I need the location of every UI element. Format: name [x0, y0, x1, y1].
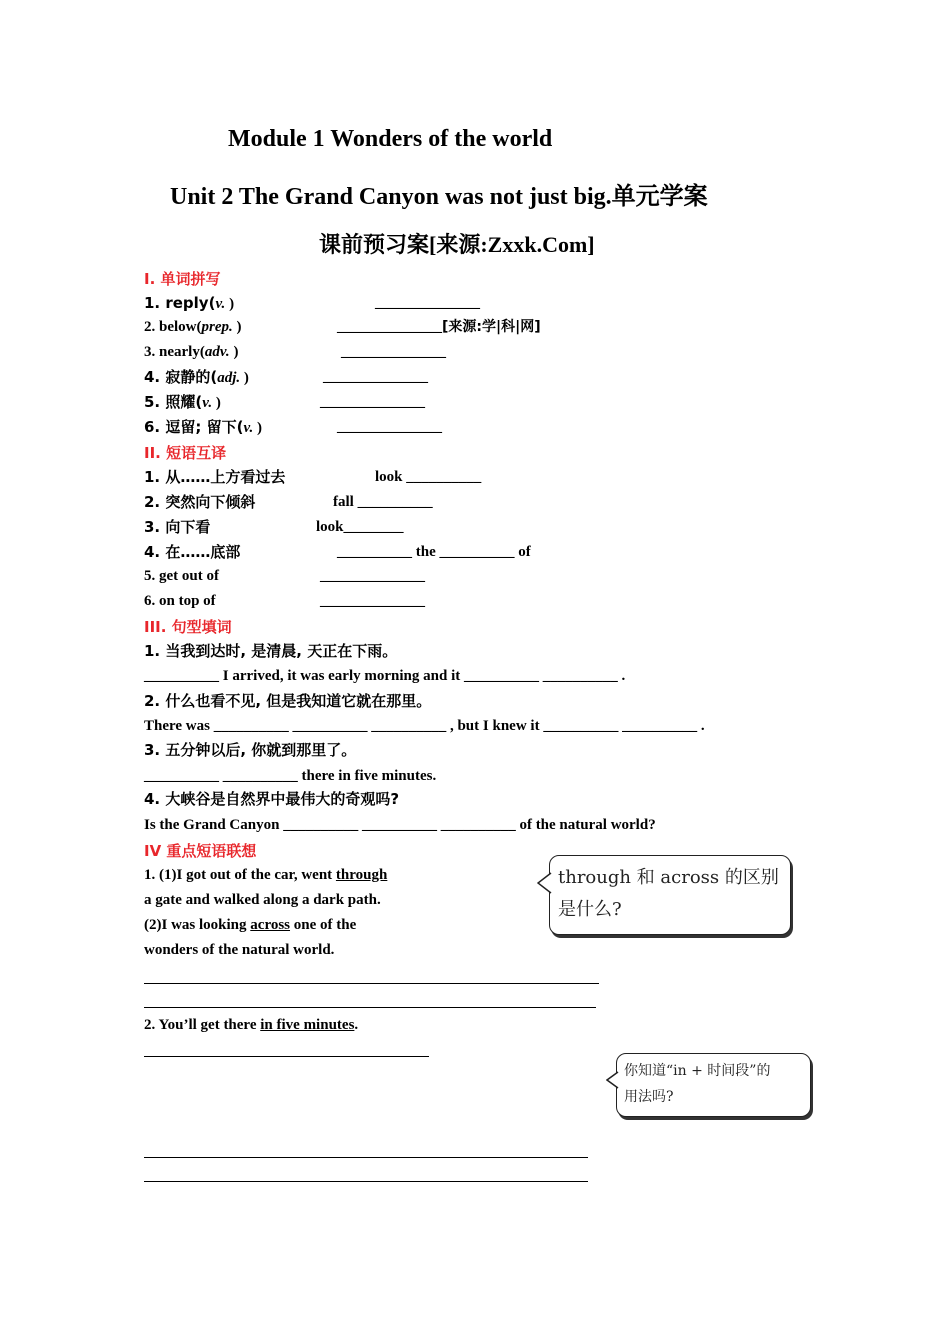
section-3-heading: III. 句型填词 — [144, 618, 232, 636]
vocab-blank-2[interactable]: ______________[来源:学|科|网] — [337, 319, 541, 335]
example-1-line-4: wonders of the natural world. — [144, 942, 335, 958]
sentence-cn-1: 1. 当我到达时, 是清晨, 天正在下雨。 — [144, 642, 398, 660]
keyword-across: across — [250, 917, 291, 933]
unit-title-en: Unit 2 The Grand Canyon was not just big. — [170, 184, 612, 210]
keyword-in-five-minutes: in five minutes — [260, 1017, 355, 1033]
phrase-en-1[interactable]: look __________ — [375, 469, 482, 485]
answer-line-2[interactable] — [144, 1007, 596, 1008]
vocab-blank-6[interactable]: ______________ — [337, 419, 442, 435]
example-1-line-3: (2)I was looking across one of the — [144, 917, 357, 933]
section-4-heading: IV 重点短语联想 — [144, 842, 257, 860]
phrase-en-4[interactable]: __________ the __________ of — [337, 544, 531, 560]
phrase-en-5: 5. get out of — [144, 568, 219, 584]
note-bubble-in-time — [616, 1053, 811, 1117]
vocab-blank-3[interactable]: ______________ — [341, 344, 446, 360]
phrase-en-2[interactable]: fall __________ — [333, 494, 433, 510]
sentence-cn-3: 3. 五分钟以后, 你就到那里了。 — [144, 741, 357, 759]
example-2-line: 2. You’ll get there in five minutes. — [144, 1017, 359, 1033]
sentence-en-2[interactable]: There was __________ __________ __________ , but I knew it __________ __________ . — [144, 718, 705, 734]
vocab-blank-4[interactable]: ______________ — [323, 369, 428, 385]
section-2-heading: II. 短语互译 — [144, 444, 227, 462]
module-title: Module 1 Won​ders of the world — [228, 126, 553, 152]
phrase-cn-5[interactable]: ______________ — [320, 568, 425, 584]
phrase-en-3[interactable]: look________ — [316, 519, 404, 535]
bubble-text-1: through 和 across 的区别 是什么? — [558, 867, 779, 920]
section-1-heading: I. 单词拼写 — [144, 270, 221, 288]
keyword-through: through — [335, 867, 388, 883]
answer-line-1[interactable] — [144, 983, 599, 984]
phrase-cn-3: 3. 向下看 — [144, 518, 211, 536]
phrase-cn-1: 1. 从……上方看过去 — [144, 468, 286, 486]
bubble-tail — [537, 872, 553, 894]
bubble-tail — [606, 1071, 620, 1089]
sentence-en-1[interactable]: __________ I arrived, it was early morning and it __________ __________ . — [144, 668, 626, 684]
answer-line-5[interactable] — [144, 1181, 588, 1182]
sentence-cn-4: 4. 大峡谷是自然界中最伟大的奇观吗? — [144, 790, 400, 808]
sentence-cn-2: 2. 什么也看不见, 但是我知道它就在那里。 — [144, 692, 432, 710]
sentence-en-3[interactable]: __________ __________ there in five minutes. — [144, 768, 437, 784]
phrase-cn-2: 2. 突然向下倾斜 — [144, 493, 256, 511]
phrase-cn-6[interactable]: ______________ — [320, 593, 425, 609]
vocab-blank-1[interactable]: ______________ — [375, 295, 480, 311]
preview-title — [319, 228, 595, 259]
vocab-item-1: 1. reply(v. ) — [144, 294, 235, 312]
unit-title — [170, 176, 708, 211]
answer-line-3[interactable] — [144, 1056, 429, 1057]
preview-title-source: [来源:Zxxk.Com] — [429, 232, 595, 257]
vocab-blank-5[interactable]: ______________ — [320, 394, 425, 410]
vocab-item-6: 6. 逗留; 留下(v. ) — [144, 418, 263, 436]
example-1-line-1: 1. (1)I got out of the car, went through — [144, 867, 388, 883]
answer-line-4[interactable] — [144, 1157, 588, 1158]
phrase-en-6: 6. on top of — [144, 593, 216, 609]
preview-title-cn: 课前预习案 — [319, 233, 430, 258]
bubble-text-2: 你知道“in + 时间段”的 用法吗? — [624, 1063, 771, 1105]
vocab-item-3: 3. nearly(adv. ) — [144, 344, 239, 360]
note-bubble-through-across — [549, 855, 791, 935]
phrase-cn-4: 4. 在……底部 — [144, 543, 241, 561]
unit-title-cn: 单元学案 — [611, 182, 708, 210]
vocab-item-4: 4. 寂静的(adj. ) — [144, 368, 249, 386]
sentence-en-4[interactable]: Is the Grand Canyon __________ __________ __________ of the natural world? — [144, 817, 656, 833]
source-note: [来源:学|科|网] — [442, 319, 541, 335]
vocab-item-5: 5. 照耀(v. ) — [144, 393, 221, 411]
example-1-line-2: a gate and walked along a dark path. — [144, 892, 381, 908]
vocab-item-2: 2. below(prep. ) — [144, 319, 242, 335]
